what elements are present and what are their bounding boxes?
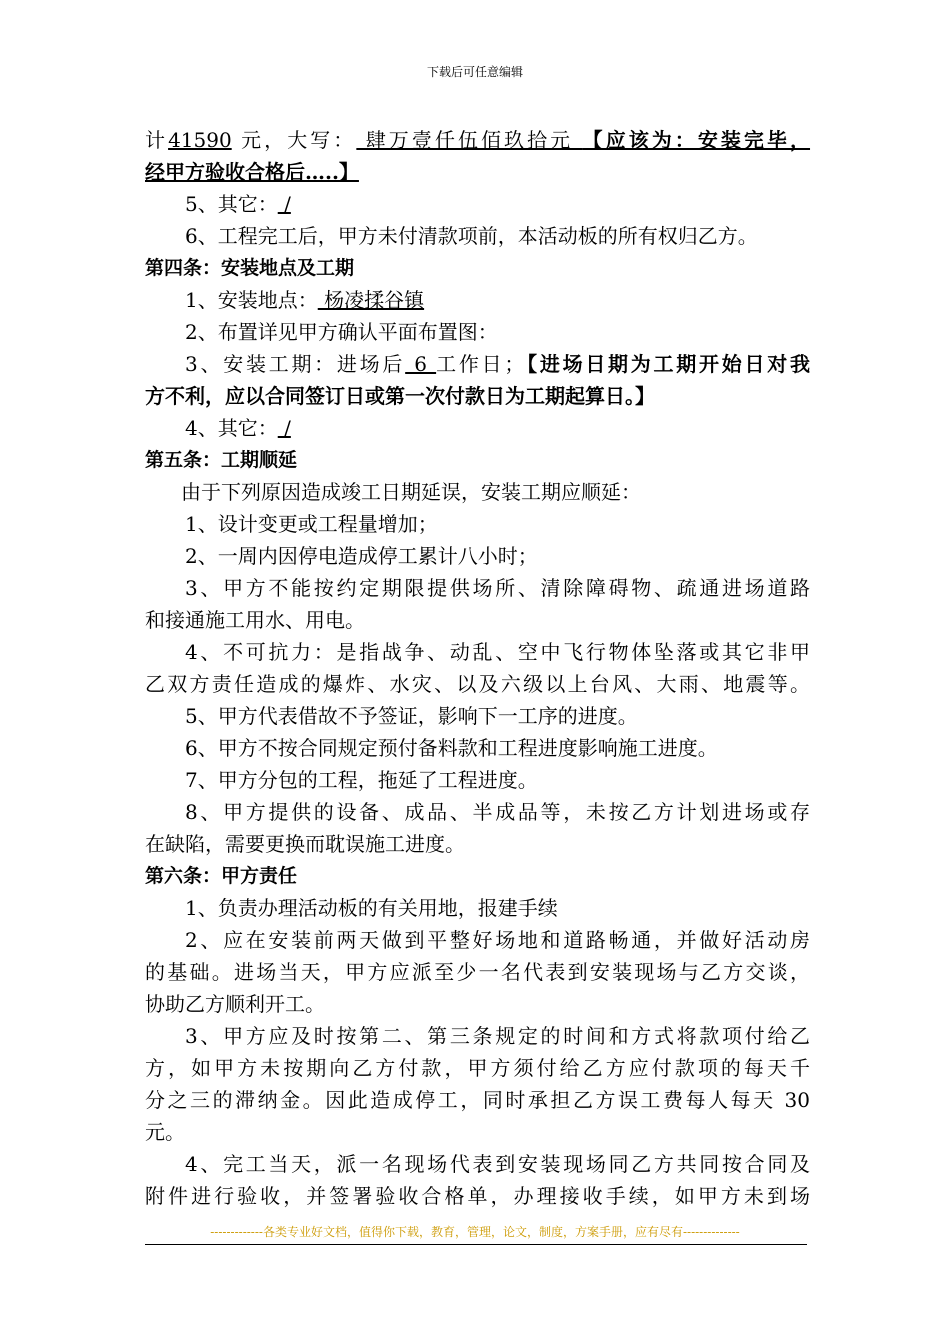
other-value: / [277, 192, 291, 216]
paragraph-line: 2、一周内因停电造成停工累计八小时； [185, 544, 538, 568]
paragraph-line: 的基础。进场当天，甲方应派至少一名代表到安装现场与乙方交谈， [145, 960, 810, 984]
paragraph-line [145, 156, 810, 188]
contract-amount: 41590 [168, 128, 232, 152]
paragraph-line: 8、甲方提供的设备、成品、半成品等，未按乙方计划进场或存 [185, 800, 810, 824]
paragraph-line: 2、布置详见甲方确认平面布置图： [185, 320, 498, 344]
text-run: 计 [145, 128, 169, 152]
revision-note: 方不利，应以合同签订日或第一次付款日为工期起算日。】 [145, 384, 655, 408]
revision-note: 经甲方验收合格后…..】 [145, 160, 359, 184]
paragraph-line [145, 412, 810, 444]
paragraph-line: 分之三的滞纳金。因此造成停工，同时承担乙方误工费每人每天 30 [145, 1088, 810, 1112]
text-run: 1、安装地点： [185, 288, 318, 312]
paragraph-line: 元。 [145, 1120, 185, 1144]
paragraph-line: 6、工程完工后，甲方未付清款项前，本活动板的所有权归乙方。 [185, 224, 758, 248]
paragraph-line [145, 380, 810, 412]
paragraph-line: 附件进行验收，并签署验收合格单，办理接收手续，如甲方未到场 [145, 1184, 810, 1208]
section-heading-4: 第四条：安装地点及工期 [145, 257, 355, 279]
paragraph-line: 7、甲方分包的工程，拖延了工程进度。 [185, 768, 538, 792]
paragraph-line [145, 284, 810, 316]
footer-divider [145, 1244, 807, 1245]
paragraph-line: 3、甲方应及时按第二、第三条规定的时间和方式将款项付给乙 [185, 1024, 810, 1048]
section-heading-5: 第五条：工期顺延 [145, 449, 298, 471]
revision-note: 【进场日期为工期开始日对我 [524, 352, 811, 376]
text-run: 工作日； [436, 352, 525, 376]
paragraph-line [145, 124, 810, 156]
paragraph-line [145, 348, 810, 380]
text-run: 4、其它： [185, 416, 278, 440]
text-run: 5、其它： [185, 192, 278, 216]
install-location: 杨凌揉谷镇 [317, 288, 425, 312]
paragraph-line: 协助乙方顺利开工。 [145, 992, 325, 1016]
paragraph-line: 1、设计变更或工程量增加； [185, 512, 438, 536]
paragraph-line: 方，如甲方未按期向乙方付款，甲方须付给乙方应付款项的每天千 [145, 1056, 810, 1080]
paragraph-line: 1、负责办理活动板的有关用地，报建手续 [185, 896, 558, 920]
revision-note: 【应该为：安装完毕， [582, 128, 811, 152]
section-heading-6: 第六条：甲方责任 [145, 865, 298, 887]
text-run: 3、安装工期：进场后 [185, 352, 406, 376]
paragraph-line: 6、甲方不按合同规定预付备料款和工程进度影响施工进度。 [185, 736, 718, 760]
document-body [145, 124, 810, 1212]
paragraph-line: 和接通施工用水、用电。 [145, 608, 365, 632]
text-run: 元，大写： [231, 128, 357, 152]
paragraph-line: 4、完工当天，派一名现场代表到安装现场同乙方共同按合同及 [185, 1152, 810, 1176]
page-footer: -------------各类专业好文档，值得你下载，教育，管理，论文，制度，方案手册，应有尽有-------------- [210, 1225, 740, 1239]
page-header: 下载后可任意编辑 [426, 65, 523, 79]
amount-in-words: 肆万壹仟伍佰玖拾元 [356, 128, 583, 152]
install-days: 6 [405, 352, 437, 376]
paragraph-line: 4、不可抗力：是指战争、动乱、空中飞行物体坠落或其它非甲 [185, 640, 810, 664]
paragraph-line: 乙双方责任造成的爆炸、水灾、以及六级以上台风、大雨、地震等。 [145, 672, 810, 696]
other-value: / [277, 416, 291, 440]
paragraph-line: 由于下列原因造成竣工日期延误，安装工期应顺延： [181, 480, 641, 504]
paragraph-line [145, 188, 810, 220]
paragraph-line: 在缺陷，需要更换而耽误施工进度。 [145, 832, 465, 856]
paragraph-line: 3、甲方不能按约定期限提供场所、清除障碍物、疏通进场道路 [185, 576, 810, 600]
paragraph-line: 5、甲方代表借故不予签证，影响下一工序的进度。 [185, 704, 638, 728]
paragraph-line: 2、应在安装前两天做到平整好场地和道路畅通，并做好活动房 [185, 928, 810, 952]
